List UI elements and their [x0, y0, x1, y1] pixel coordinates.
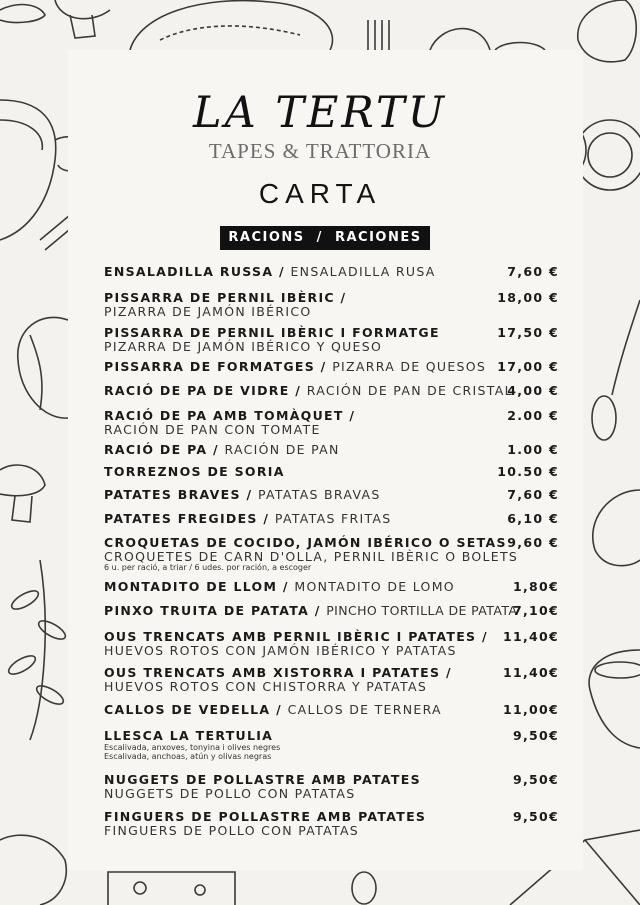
item-translation: PIZARRA DE JAMÓN IBÉRICO Y QUESO	[104, 339, 383, 354]
item-translation: CALLOS DE TERNERA	[287, 702, 442, 717]
item-name: NUGGETS DE POLLASTRE AMB PATATES	[104, 772, 421, 787]
mushroom-icon	[55, 0, 110, 38]
fork-icon	[368, 20, 389, 50]
item-name: ENSALADILLA RUSSA /	[104, 264, 285, 279]
item-name: CROQUETAS DE COCIDO, JAMÓN IBÉRICO O SETAS	[104, 535, 507, 550]
item-price: 9,60 €	[507, 535, 559, 550]
garlic-icon	[0, 5, 45, 23]
item-translation: MONTADITO DE LOMO	[294, 579, 455, 594]
item-price: 11,00€	[502, 702, 559, 717]
croissant-icon	[18, 317, 68, 418]
item-name: MONTADITO DE LLOM /	[104, 579, 289, 594]
item-name: PISSARRA DE FORMATGES /	[104, 359, 327, 374]
menu-item	[104, 443, 574, 457]
menu-item	[104, 384, 574, 398]
item-translation: RACIÓN DE PAN	[224, 442, 340, 457]
item-translation: ENSALADILLA RUSA	[290, 264, 436, 279]
menu-item	[104, 630, 574, 657]
menu-item	[104, 265, 574, 279]
item-price: 17,50 €	[497, 325, 559, 340]
item-name: TORREZNOS DE SORIA	[104, 464, 285, 479]
olive-icon	[352, 872, 376, 904]
item-name: PINXO TRUITA DE PATATA /	[104, 603, 321, 618]
item-translation: PIZARRA DE JAMÓN IBÉRICO	[104, 304, 312, 319]
right-spoon-icon	[592, 300, 640, 440]
item-note: Escalivada, anxoves, tonyina i olives negres	[104, 743, 281, 752]
item-name: PATATES FREGIDES /	[104, 511, 270, 526]
restaurant-tagline: TAPES & TRATTORIA	[208, 139, 432, 163]
item-name: RACIÓ DE PA DE VIDRE /	[104, 383, 302, 398]
menu-item	[104, 360, 574, 374]
item-price: 1.00 €	[507, 442, 559, 457]
item-price: 7,60 €	[507, 264, 559, 279]
item-price: 7,10€	[512, 603, 559, 618]
item-name: FINGUERS DE POLLASTRE AMB PATATES	[104, 809, 427, 824]
item-price: 17,00 €	[497, 359, 559, 374]
menu-item	[104, 773, 574, 800]
item-name: RACIÓ DE PA AMB TOMÀQUET /	[104, 408, 356, 423]
section-heading: RACIONS / RACIONES	[220, 226, 430, 250]
menu-title: CARTA	[258, 178, 382, 209]
menu-item	[104, 810, 574, 837]
menu-item	[104, 604, 574, 618]
item-price: 4,00 €	[507, 383, 559, 398]
menu-item	[104, 580, 574, 594]
right-garlic-icon	[593, 490, 640, 566]
item-name: OUS TRENCATS AMB XISTORRA I PATATES /	[104, 665, 452, 680]
menu-item	[104, 536, 574, 572]
bottom-bread-icon	[0, 835, 66, 905]
item-name: RACIÓ DE PA /	[104, 442, 219, 457]
menu-item	[104, 409, 574, 436]
item-price: 11,40€	[502, 629, 559, 644]
item-note: 6 u. per ració, a triar / 6 udes. por ración, a escoger	[104, 563, 312, 572]
item-translation: RACIÓN DE PAN CON TOMATE	[104, 422, 321, 437]
item-translation: HUEVOS ROTOS CON JAMÓN IBÉRICO Y PATATAS	[104, 643, 457, 658]
item-price: 6,10 €	[507, 511, 559, 526]
item-price: 9,50€	[512, 728, 559, 743]
menu-item	[104, 465, 574, 479]
item-price: 1,80€	[512, 579, 559, 594]
item-note: Escalivada, anchoas, atún y olivas negras	[104, 752, 272, 761]
item-price: 10.50 €	[497, 464, 559, 479]
bowl-top-icon	[495, 43, 545, 51]
steak-icon	[130, 1, 333, 50]
item-price: 11,40€	[502, 665, 559, 680]
cheese-icon	[108, 872, 235, 905]
garlic-bulb-icon	[578, 0, 636, 62]
olive-branch-icon	[6, 560, 68, 740]
item-name: PATATES BRAVES /	[104, 487, 253, 502]
item-name: CALLOS DE VEDELLA /	[104, 702, 282, 717]
item-translation: CROQUETES DE CARN D'OLLA, PERNIL IBÈRIC O BOLETS	[104, 549, 519, 564]
item-translation: HUEVOS ROTOS CON CHISTORRA Y PATATAS	[104, 679, 428, 694]
item-translation: FINGUERS DE POLLO CON PATATAS	[104, 823, 360, 838]
menu-item	[104, 291, 574, 318]
restaurant-logo: LA TERTU	[193, 88, 447, 138]
item-translation: PINCHO TORTILLA DE PATATA	[326, 603, 518, 618]
right-bowl-icon	[589, 650, 640, 748]
menu-item	[104, 512, 574, 526]
item-translation: PATATAS FRITAS	[274, 511, 392, 526]
mushroom-cap-icon	[430, 29, 490, 50]
item-name: LLESCA LA TERTULIA	[104, 728, 274, 743]
item-translation: NUGGETS DE POLLO CON PATATAS	[104, 786, 356, 801]
item-translation: RACIÓN DE PAN DE CRISTAL	[306, 383, 513, 398]
item-translation: PATATAS BRAVAS	[257, 487, 381, 502]
item-name: OUS TRENCATS AMB PERNIL IBÈRIC I PATATES /	[104, 629, 488, 644]
item-price: 9,50€	[512, 772, 559, 787]
item-price: 9,50€	[512, 809, 559, 824]
menu-item	[104, 326, 574, 353]
item-price: 7,60 €	[507, 487, 559, 502]
menu-item	[104, 729, 574, 761]
item-price: 18,00 €	[497, 290, 559, 305]
item-name: PISSARRA DE PERNIL IBÈRIC I FORMATGE	[104, 325, 440, 340]
menu-item	[104, 488, 574, 502]
item-translation: PIZARRA DE QUESOS	[332, 359, 487, 374]
menu-item	[104, 703, 574, 717]
item-name: PISSARRA DE PERNIL IBÈRIC /	[104, 290, 347, 305]
item-price: 2.00 €	[507, 408, 559, 423]
left-mushroom-icon	[0, 465, 45, 522]
menu-item	[104, 666, 574, 693]
